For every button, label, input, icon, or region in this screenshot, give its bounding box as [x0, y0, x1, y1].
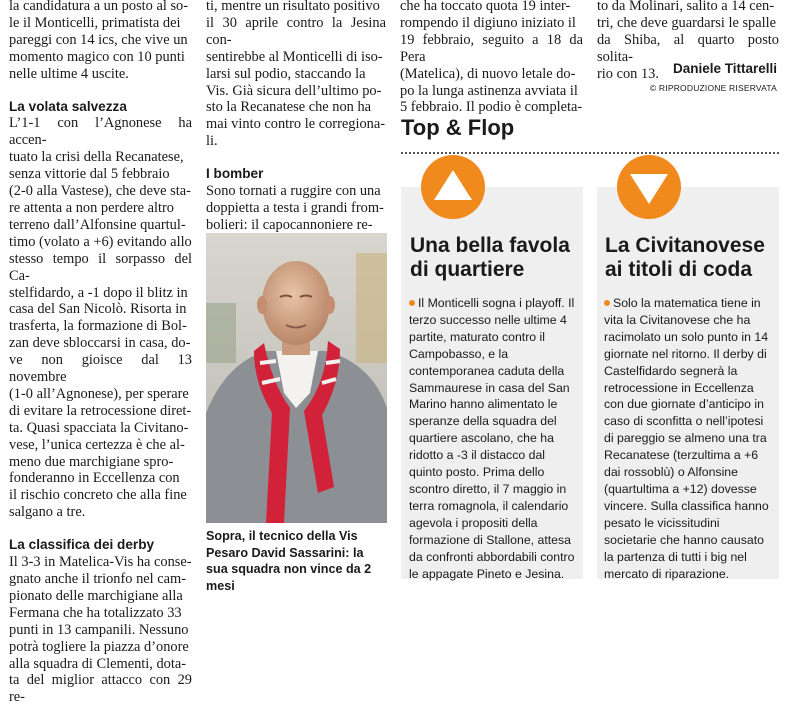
- text-line: Marino hanno alimentato le: [409, 397, 558, 412]
- text-line: senza vittorie dal 5 febbraio: [9, 166, 170, 183]
- text-line: Il 3-3 in Matelica-Vis ha conse-: [9, 554, 192, 571]
- text-line: le il Monticelli, primatista dei: [9, 14, 181, 31]
- text-line: nelle ultime 4 uscite.: [9, 65, 129, 82]
- text-line: Castelfidardo segnerà la: [604, 363, 738, 378]
- section-divider: [401, 152, 779, 154]
- text-line: (1-0 all’Agnonese), per sperare: [9, 385, 189, 402]
- text-line: rio con 13.: [597, 65, 659, 82]
- top-text: [409, 295, 577, 582]
- text-line: mercato di riparazione.: [604, 566, 730, 581]
- column-3: [400, 0, 583, 116]
- text-line: Campobasso, e la: [409, 346, 509, 361]
- text-line: 5 febbraio. Il podio è completa-: [400, 99, 583, 116]
- text-line: ridotto a -3 il distacco dal: [409, 448, 546, 463]
- flop-text: [604, 295, 774, 582]
- text-line: formazione di Stallone, attesa: [409, 532, 572, 547]
- text-line: vese, l’unica certezza è che al-: [9, 436, 185, 453]
- text-line: societarie che hanno causato: [604, 532, 764, 547]
- column-2: [206, 0, 386, 251]
- text-line: trasferta, la formazione di Bol-: [9, 318, 187, 335]
- text-line: casa del San Nicolò. Risorta in: [9, 301, 187, 318]
- text-line: di pareggio se almeno una tra: [604, 431, 767, 446]
- paragraph-monticelli: [206, 0, 386, 150]
- text-line: sto la Recanatese che non ha: [206, 99, 372, 116]
- text-line: re attenta a non perdere altro: [9, 199, 175, 216]
- text-line: L’1-1 con l’Agnonese ha accen-: [9, 115, 192, 149]
- text-line: da confronti abbordabili contro: [409, 549, 575, 564]
- text-line: larsi sul podio, staccando la: [206, 65, 366, 82]
- title-line: di quartiere: [410, 258, 525, 281]
- text-line: retrocessione in Eccellenza: [604, 380, 754, 395]
- bullet-icon: [604, 300, 610, 306]
- heading-bomber: I bomber: [206, 166, 264, 182]
- text-line: (quartultima a +12) dovesse: [604, 481, 757, 496]
- text-line: terzo successo nelle ultime 4: [409, 312, 567, 327]
- text-line: punti in 13 campanili. Nessuno: [9, 621, 189, 638]
- heading-classifica-derby: La classifica dei derby: [9, 537, 155, 553]
- text-line: meno due marchigiane spro-: [9, 453, 174, 470]
- text-line: timo (volato a +6) evitando allo: [9, 233, 192, 250]
- text-line: scontro diretto, il 7 maggio in: [409, 481, 567, 496]
- text-line: stesso tempo il sorpasso del Ca-: [9, 250, 192, 284]
- text-line: gnato anche il trionfo nel cam-: [9, 571, 187, 587]
- text-line: li.: [206, 133, 218, 150]
- up-triangle-icon: [421, 155, 485, 219]
- text-line: po la lunga astinenza avviata il: [400, 82, 578, 99]
- text-line: momento magico con 10 punti: [9, 48, 185, 65]
- text-line: Vis. Già sicura dell’ultimo po-: [206, 82, 382, 99]
- down-triangle-icon-shape: [617, 155, 681, 219]
- coach-photo: [206, 233, 387, 523]
- text-line: tri, che deve guardarsi le spalle: [597, 14, 777, 31]
- text-line: 19 febbraio, seguito a 18 da Pera: [400, 31, 583, 65]
- text-line: di evitare la retrocessione diret-: [9, 402, 192, 419]
- text-line: tuato la crisi della Recanatese,: [9, 149, 184, 166]
- text-line: le appagate Pineto e Jesina.: [409, 566, 565, 581]
- text-line: dai rossoblù) o Alfonsine: [604, 465, 738, 480]
- down-triangle-icon: [617, 155, 681, 219]
- flop-title: [605, 234, 775, 282]
- author-byline: Daniele Tittarelli: [672, 61, 777, 76]
- text-line: fonderanno in Eccellenza con: [9, 470, 180, 487]
- text-line: partite, maturato contro il: [409, 329, 546, 344]
- text-line: Sono tornati a ruggire con una: [206, 183, 381, 200]
- text-line: rompendo il digiuno iniziato il: [400, 14, 576, 31]
- text-line: stelfidardo, a -1 dopo il blitz in: [9, 284, 188, 301]
- top-title: [410, 234, 580, 282]
- paragraph-derby: [9, 554, 192, 706]
- text-line: la partenza di tutti i big nel: [604, 549, 747, 564]
- text-line: che ha toccato quota 19 inter-: [400, 0, 571, 14]
- coach-portrait-illustration: [206, 233, 387, 523]
- text-line: Recanatese (terzultima a +6: [604, 448, 759, 463]
- text-line: speranze della squadra del: [409, 414, 557, 429]
- text-line: to da Molinari, salito a 14 cen-: [597, 0, 775, 14]
- text-line: zan deve sbloccarsi in casa, do-: [9, 335, 191, 352]
- column-1-intro: [9, 0, 192, 83]
- photo-caption: Sopra, il tecnico della Vis Pesaro David Sassarini: la sua squadra non vince da 2 mesi: [206, 529, 372, 593]
- text-line: bolieri: il capocannoniere re-: [206, 216, 373, 233]
- text-line-content: Il Monticelli sogna i playoff. Il: [418, 296, 575, 310]
- text-line: vita la Civitanovese che ha: [604, 312, 751, 327]
- text-line: giornate nel ritorno. Il derby di: [604, 346, 767, 361]
- text-line: da Shiba, al quarto posto solita-: [597, 31, 779, 65]
- text-line: ta. Quasi spacciata la Civitano-: [9, 419, 189, 436]
- text-line: vincere. Sulla classifica hanno: [604, 498, 769, 513]
- title-line: La Civitanovese: [605, 234, 765, 257]
- text-line: contemporanea caduta della: [409, 363, 565, 378]
- text-line: quartiere ascolano, che ha: [409, 431, 554, 446]
- text-line: (Matelica), di nuovo letale do-: [400, 65, 576, 82]
- text-line: caso di sconfitta o nell’ipotesi: [604, 414, 764, 429]
- text-line: salgano a tre.: [9, 504, 86, 521]
- text-line: (2-0 alla Vastese), che deve sta-: [9, 183, 191, 200]
- text-line: pionato delle marchigiane alla: [9, 587, 183, 604]
- text-line: sentirebbe al Monticelli di iso-: [206, 48, 383, 65]
- text-line: mai vinto contro le corregiona-: [206, 116, 386, 133]
- text-line: ti, mentre un risultato positivo: [206, 0, 380, 14]
- text-line: il rischio concreto che alla fine: [9, 487, 187, 504]
- text-line: terreno dall’Alfonsine quartul-: [9, 216, 186, 233]
- text-line: quinto posto. Prima dello: [409, 465, 545, 480]
- section-title: Top & Flop: [401, 115, 515, 140]
- up-triangle-icon-shape: [421, 155, 485, 219]
- text-line: potrà togliere la piazza d’onore: [9, 638, 189, 655]
- heading-volata-salvezza: La volata salvezza: [9, 98, 127, 114]
- text-line: la candidatura a un posto al so-: [9, 0, 189, 14]
- text-line: racimolato un solo punto in 14: [604, 329, 769, 344]
- text-line: Sammaurese in casa del San: [409, 380, 570, 395]
- text-line-content: Solo la matematica tiene in: [613, 296, 761, 310]
- column-1: [9, 0, 192, 706]
- text-line: pesato le vicissitudini: [604, 515, 720, 530]
- text-line: ve non gioisce dal 13 novembre: [9, 352, 192, 386]
- title-line: ai titoli di coda: [605, 258, 753, 281]
- text-line: agevola i propositi della: [409, 515, 538, 530]
- text-line: [604, 295, 774, 312]
- copyright-notice: © RIPRODUZIONE RISERVATA: [649, 83, 777, 93]
- text-line: il 30 aprile contro la Jesina con-: [206, 14, 386, 48]
- text-line: alla squadra di Clementi, dota-: [9, 655, 187, 672]
- text-line: pareggi con 14 ics, che vive un: [9, 31, 188, 48]
- paragraph-salvezza: [9, 115, 192, 521]
- text-line: [409, 295, 577, 312]
- text-line: doppietta a testa i grandi from-: [206, 199, 384, 216]
- text-line: terra romagnola, il calendario: [409, 498, 569, 513]
- text-line: con due giornate d’anticipo in: [604, 397, 764, 412]
- title-line: Una bella favola: [410, 234, 570, 257]
- text-line: Fermana che ha totalizzato 33: [9, 604, 182, 621]
- text-line: ta del miglior attacco con 29 re-: [9, 672, 192, 706]
- bullet-icon: [409, 300, 415, 306]
